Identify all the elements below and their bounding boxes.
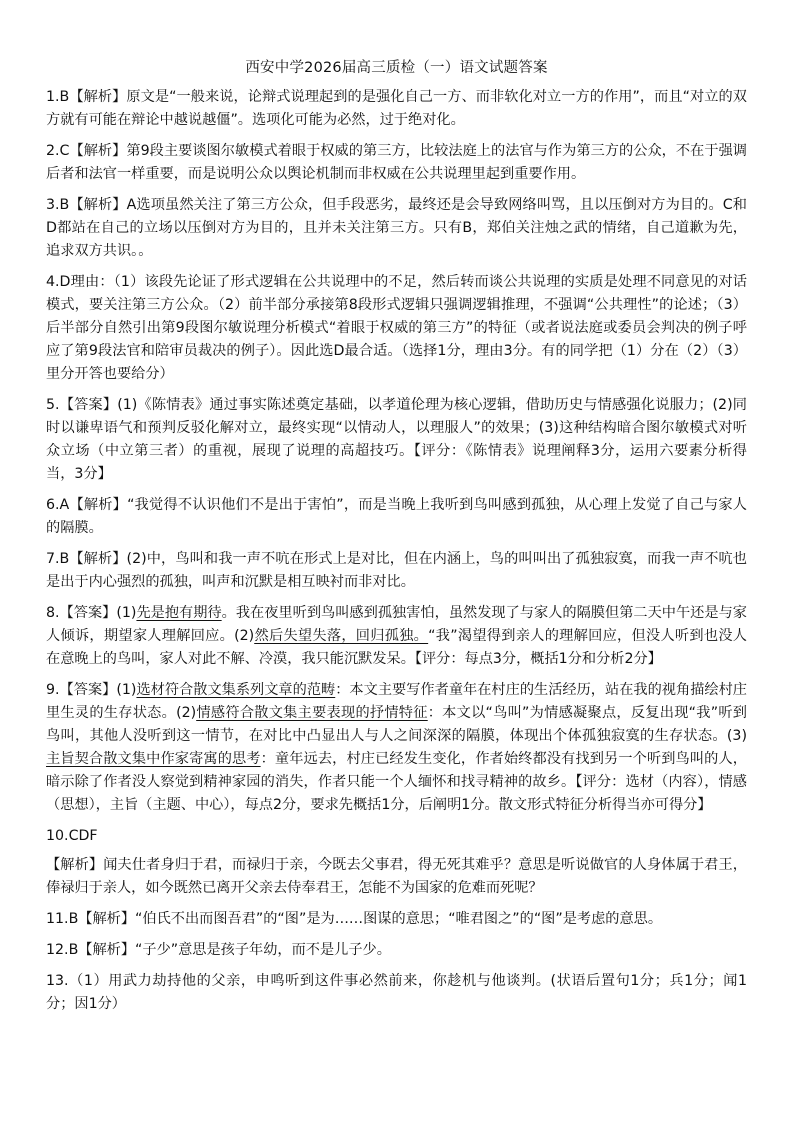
- answer-q8-suffix: “我”渴望得到亲人的理解回应，但没人听到也没人在意晚上的鸟叫，家人对此不解、冷漠，我只能沉默发呆。【评分：每点3分，概括1分和分析2分】: [46, 628, 747, 667]
- answer-q9-prefix: 9.【答案】(1): [46, 682, 137, 698]
- answer-q7: 7.B【解析】(2)中，鸟叫和我一声不吭在形式上是对比，但在内涵上，鸟的叫叫出了孤独寂寞，而我一声不吭也是出于内心强烈的孤独，叫声和沉默是相互映衬而非对比。: [46, 551, 747, 590]
- answer-q9-text-2: ：本文以“鸟叫”为情感凝聚点，反复出现“我”听到鸟叫，其他人没听到这一情节，在对比中凸显出人与人之间深深的隔膜，体现出个体孤独寂寞的生存状态。(3): [46, 705, 747, 744]
- answer-q8-middle: 。我在夜里听到鸟叫感到孤独害怕，虽然发现了与家人的隔膜但第二天中午还是与家人倾诉，期望家人理解回应。(2): [46, 605, 747, 644]
- answer-q10-explanation: 【解析】闻夫仕者身归于君，而禄归于亲，今既去父事君，得无死其难乎？意思是听说做官的人身体属于君王，俸禄归于亲人，如今既然已离开父亲去侍奉君王，怎能不为国家的危难而死呢？: [46, 857, 747, 896]
- answer-q9-point-3: 主旨契合散文集中作家寄寓的思考: [46, 751, 261, 767]
- answer-q10-choice: 10.CDF: [46, 828, 98, 844]
- answer-q1: 1.B【解析】原文是“一般来说，论辩式说理起到的是强化自己一方、而非软化对立一方的作用”，而且“对立的双方就有可能在辩论中越说越僵”。选项化可能为必然，过于绝对化。: [46, 89, 747, 128]
- answer-q6: 6.A【解析】“我觉得不认识他们不是出于害怕”，而是当晚上我听到鸟叫感到孤独，从心理上发觉了自己与家人的隔膜。: [46, 497, 747, 536]
- answer-q3: 3.B【解析】A选项虽然关注了第三方公众，但手段恶劣，最终还是会导致网络叫骂，且以压倒对方为目的。C和D都站在自己的立场以压倒对方为目的，且并未关注第三方。只有B，郑伯关注烛之武的情绪，自己道歉为先，追求双方共识。。: [46, 197, 747, 259]
- answer-q11: 11.B【解析】“伯氏不出而图吾君”的“图”是为……图谋的意思；“唯君图之”的“图”是考虑的意思。: [46, 911, 663, 927]
- answer-q8-point-1: 先是抱有期待: [136, 605, 222, 621]
- answer-q9-text-3: ：童年远去，村庄已经发生变化，作者始终都没有找到另一个听到鸟叫的人，暗示除了作者没人察觉到精神家园的消失，作者只能一个人缅怀和找寻精神的故乡。【评分：选材（内容），情感（思想），主旨（主题、中心），每点2分，要求先概括1分，后阐明1分。散文形式特征分析得当亦可得分】: [46, 751, 747, 813]
- answer-q4: 4.D理由：（1）该段先论证了形式逻辑在公共说理中的不足，然后转而谈公共说理的实质是处理不同意见的对话模式，要关注第三方公众。（2）前半部分承接第8段形式逻辑只强调逻辑推理，不强调“公共理性”的论述；（3）后半部分自然引出第9段图尔敏说理分析模式“着眼于权威的第三方”的特征（或者说法庭或委员会判决的例子呼应了第9段法官和陪审员裁决的例子）。因此选D最合适。（选择1分，理由3分。有的同学把（1）分在（2）（3）里分开答也要给分）: [46, 274, 747, 382]
- answer-q12: 12.B【解析】“子少”意思是孩子年幼，而不是儿子少。: [46, 942, 391, 958]
- answer-q9-point-1: 选材符合散文集系列文章的范畴: [136, 682, 336, 698]
- answer-q2: 2.C【解析】第9段主要谈图尔敏模式着眼于权威的第三方，比较法庭上的法官与作为第三方的公众，不在于强调后者和法官一样重要，而是说明公众以舆论机制而非权威在公共说理里起到重要作用。: [46, 143, 747, 182]
- answer-q9: [46, 679, 747, 817]
- answer-q5: 5.【答案】(1)《陈情表》通过事实陈述奠定基础，以孝道伦理为核心逻辑，借助历史与情感强化说服力；(2)同时以谦卑语气和预判反驳化解对立，最终实现“以情动人，以理服人”的效果；(3)这种结构暗合图尔敏模式对听众立场（中立第三者）的重视，展现了说理的高超技巧。【评分：《陈情表》说理阐释3分，运用六要素分析得当，3分】: [46, 397, 747, 482]
- answer-q9-point-2: 情感符合散文集主要表现的抒情特征: [196, 705, 428, 721]
- answer-q8: [46, 602, 747, 671]
- answer-q9-text-1: ：本文主要写作者童年在村庄的生活经历，站在我的视角描绘村庄里生灵的生存状态。(2): [46, 682, 747, 721]
- answer-q8-prefix: 8.【答案】(1): [46, 605, 137, 621]
- answer-q13: 13.（1）用武力劫持他的父亲，申鸣听到这件事必然前来，你趁机与他谈判。(状语后置句1分；兵1分；闻1分；因1分）: [46, 973, 747, 1012]
- answer-q8-point-2: 然后失望失落，回归孤独。: [254, 628, 429, 644]
- page-title: 西安中学2026届高三质检（一）语文试题答案: [245, 60, 548, 76]
